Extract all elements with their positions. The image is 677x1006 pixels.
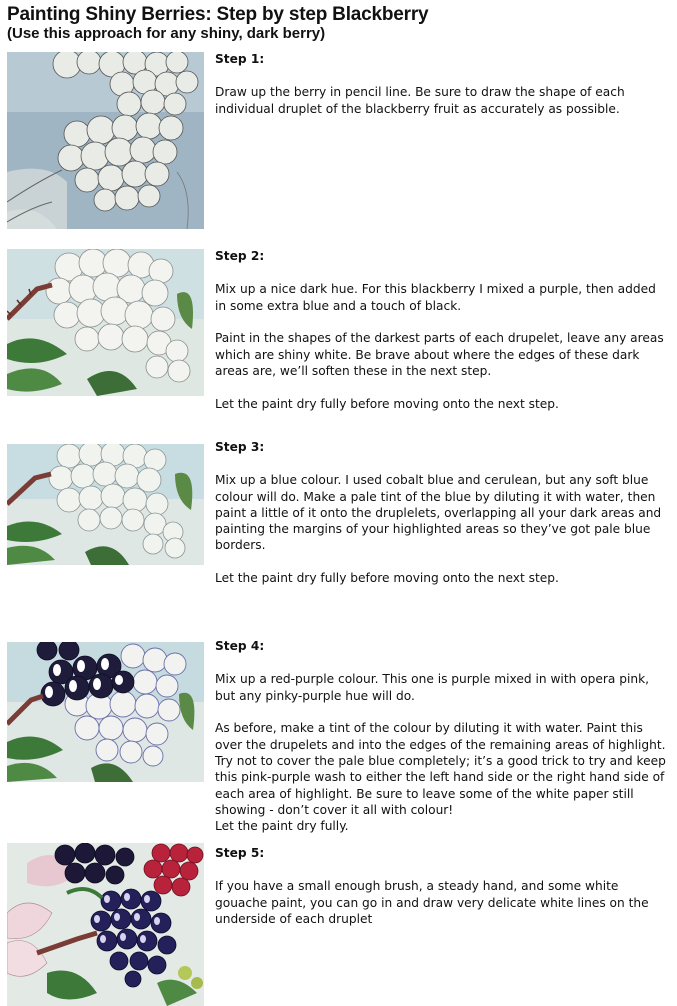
step-3-paragraph-2: Let the paint dry fully before moving onto the next step. bbox=[215, 571, 559, 586]
step-3-paragraph-1: Mix up a blue colour. I used cobalt blue and cerulean, but any soft blue colour will do. Make a pale tint of the blue by diluting it with water, then paint a little of it onto the druplelets, overlapping all your dark areas and painting the margins of your highlighted areas so they’ve got pale blue borders. bbox=[215, 473, 662, 553]
step-4-text bbox=[215, 638, 670, 834]
step-1-paragraph-1: Draw up the berry in pencil line. Be sure to draw the shape of each individual druplet of the blackberry fruit as accurately as possible. bbox=[215, 85, 625, 116]
step-2-heading: Step 2: bbox=[215, 249, 265, 263]
step-5-text bbox=[215, 845, 670, 927]
step-2-paragraph-3: Let the paint dry fully before moving onto the next step. bbox=[215, 396, 559, 411]
step-1-heading: Step 1: bbox=[215, 52, 265, 66]
step-5-heading: Step 5: bbox=[215, 846, 265, 860]
step-4-paragraph-2: As before, make a tint of the colour by diluting it with water. Paint this over the drupelets and into the edges of the remaining areas of highlight. Try not to cover the pale blue completely; it’s a good trick to try and keep this pink-purple wash to either the left hand side or the right hand side of each area of highlight. Be sure to leave some of the white paper still showing - don’t cover it all with colour! bbox=[215, 721, 666, 817]
page-subtitle: (Use this approach for any shiny, dark berry) bbox=[7, 25, 326, 42]
step-3-heading: Step 3: bbox=[215, 440, 265, 454]
step-5-painting-image bbox=[7, 843, 204, 1006]
step-3-text bbox=[215, 439, 670, 587]
step-2-paragraph-2: Paint in the shapes of the darkest parts of each drupelet, leave any areas which are shiny white. Be brave about where the edges of these dark areas are, we’ll soften these in the next step. bbox=[215, 331, 664, 378]
step-2-paragraph-1: Mix up a nice dark hue. For this blackberry I mixed a purple, then added in some extra blue and a touch of black. bbox=[215, 282, 656, 313]
step-4-paragraph-1: Mix up a red-purple colour. This one is purple mixed in with opera pink, but any pinky-purple hue will do. bbox=[215, 672, 650, 703]
step-4-heading: Step 4: bbox=[215, 639, 265, 653]
step-1-pencil-sketch-image bbox=[7, 52, 204, 229]
step-5-paragraph-1: If you have a small enough brush, a steady hand, and some white gouache paint, you can go in and draw very delicate white lines on the underside of each druplet bbox=[215, 879, 649, 926]
step-4-painting-image bbox=[7, 642, 204, 782]
step-1-text bbox=[215, 51, 670, 117]
step-2-painting-image bbox=[7, 249, 204, 396]
page-title: Painting Shiny Berries: Step by step Blackberry bbox=[7, 4, 429, 25]
step-4-paragraph-3: Let the paint dry fully. bbox=[215, 819, 349, 834]
step-3-painting-image bbox=[7, 444, 204, 565]
step-2-text bbox=[215, 248, 670, 412]
